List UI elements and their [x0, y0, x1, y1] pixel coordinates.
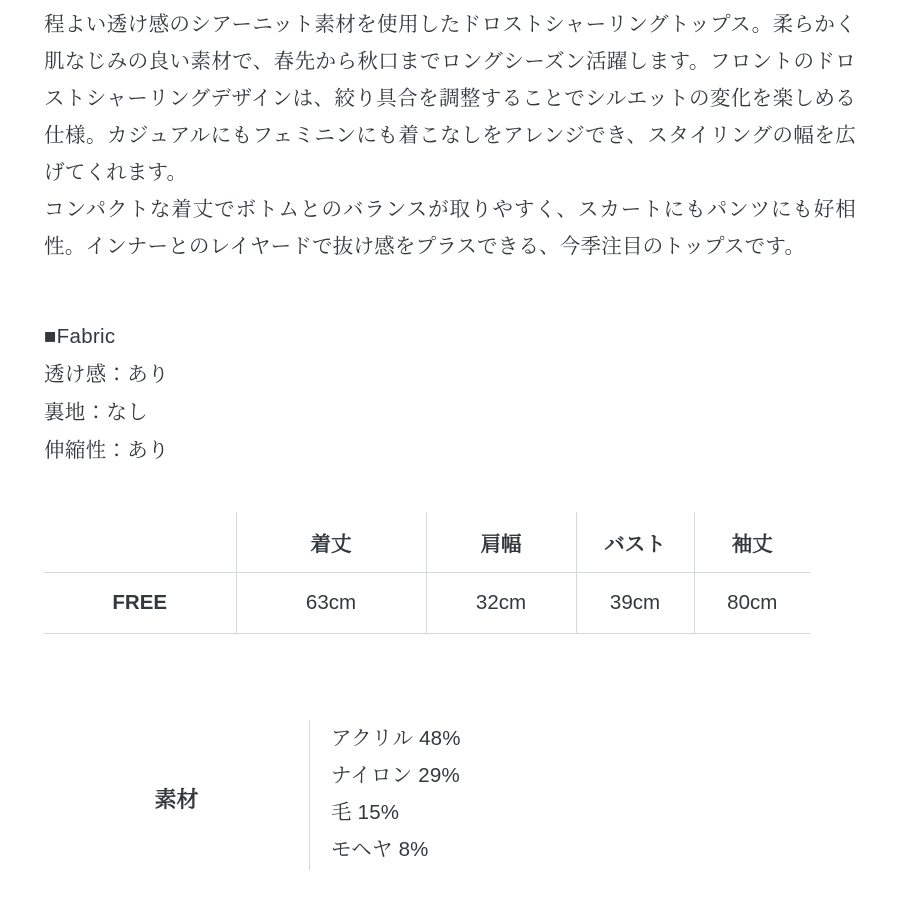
size-cell-length: 63cm — [236, 573, 426, 634]
size-cell-shoulder: 32cm — [426, 573, 576, 634]
material-section — [44, 720, 856, 870]
size-table-header-shoulder: 肩幅 — [426, 512, 576, 573]
material-line-nylon: ナイロン 29% — [331, 764, 460, 787]
size-cell-bust: 39cm — [576, 573, 694, 634]
fabric-lining: 裏地：なし — [44, 401, 148, 424]
material-line-mohair: モヘヤ 8% — [331, 838, 429, 861]
size-table-body — [44, 573, 810, 634]
size-table — [44, 512, 810, 634]
table-row — [44, 573, 810, 634]
fabric-heading: ■Fabric — [44, 325, 116, 348]
size-table-header-bust: バスト — [576, 512, 694, 573]
size-table-header-sleeve: 袖丈 — [694, 512, 810, 573]
product-description — [44, 0, 856, 265]
description-paragraph-2: コンパクトな着丈でボトムとのバランスが取りやすく、スカートにもパンツにも好相性。インナーとのレイヤードで抜け感をプラスできる、今季注目のトップスです。 — [44, 198, 856, 258]
size-cell-sleeve: 80cm — [694, 573, 810, 634]
size-table-corner — [44, 512, 236, 573]
material-line-wool: 毛 15% — [331, 801, 400, 824]
material-values — [309, 720, 461, 870]
material-line-acrylic: アクリル 48% — [331, 727, 461, 750]
fabric-stretch: 伸縮性：あり — [44, 439, 169, 462]
size-table-header-length: 着丈 — [236, 512, 426, 573]
material-label: 素材 — [154, 787, 199, 812]
fabric-section — [44, 318, 856, 470]
size-table-section — [44, 512, 856, 634]
description-paragraph-1: 程よい透け感のシアーニット素材を使用したドロストシャーリングトップス。柔らかく肌なじみの良い素材で、春先から秋口までロングシーズン活躍します。フロントのドロストシャーリングデザインは、絞り具合を調整することでシルエットの変化を楽しめる仕様。カジュアルにもフェミニンにも着こなしをアレンジでき、スタイリングの幅を広げてくれます。 — [44, 13, 856, 184]
size-table-head — [44, 512, 810, 573]
size-table-header-row — [44, 512, 810, 573]
size-row-label-free: FREE — [44, 573, 236, 634]
fabric-sheerness: 透け感：あり — [44, 363, 169, 386]
